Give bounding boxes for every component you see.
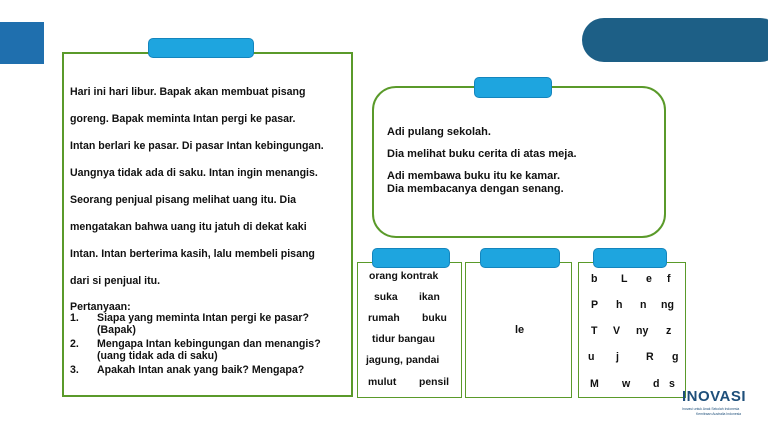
syllable-box-tag — [480, 248, 560, 268]
letter-item: ng — [661, 299, 674, 311]
syllable-item: le — [515, 324, 525, 336]
reading-line: Adi membawa buku itu ke kamar. — [387, 170, 561, 182]
story-line: Hari ini hari libur. Bapak akan membuat pisang — [70, 86, 306, 98]
title-bar-decoration — [582, 18, 768, 62]
letter-item: V — [613, 325, 621, 337]
story-line: dari si penjual itu. — [70, 275, 161, 287]
word-item: tidur bangau — [372, 334, 435, 345]
syllable-box — [465, 262, 572, 398]
story-line: Seorang penjual pisang melihat uang itu. Dia — [70, 194, 297, 206]
question-number: 2. — [70, 338, 79, 350]
reading-panel-tag — [474, 77, 552, 98]
letter-item: n — [640, 299, 647, 311]
questions-title: Pertanyaan: — [70, 301, 131, 313]
word-item: rumah — [368, 313, 400, 324]
story-panel-tag — [148, 38, 254, 58]
story-line: Intan berlari ke pasar. Di pasar Intan kebingungan. — [70, 140, 324, 152]
letter-item: g — [672, 351, 679, 363]
letter-item: u — [588, 351, 595, 363]
letter-item: L — [621, 273, 628, 285]
words-box — [357, 262, 462, 398]
letter-item: ny — [636, 325, 649, 337]
letter-item: b — [591, 273, 598, 285]
reading-line: Dia melihat buku cerita di atas meja. — [387, 148, 577, 160]
story-panel — [62, 52, 353, 397]
logo-tagline: Inovasi untuk Anak Sekolah Indonesia — [682, 407, 740, 411]
question-number: 1. — [70, 312, 79, 324]
word-item: mulut — [368, 377, 397, 388]
question-text: Apakah Intan anak yang baik? Mengapa? — [97, 364, 305, 376]
letter-item: d — [653, 378, 660, 390]
letter-item: h — [616, 299, 623, 311]
word-item: ikan — [419, 292, 440, 303]
inovasi-logo — [682, 388, 764, 428]
word-item: jagung, pandai — [366, 355, 440, 366]
questions-list — [70, 313, 352, 380]
question-item — [70, 313, 352, 336]
letters-box — [578, 262, 686, 398]
words-box-tag — [372, 248, 450, 268]
word-item: buku — [422, 313, 447, 324]
letter-item: w — [622, 378, 631, 390]
word-item: pensil — [419, 377, 450, 388]
letter-item: s — [669, 378, 675, 390]
question-answer: (uang tidak ada di saku) — [97, 349, 218, 362]
story-line: goreng. Bapak meminta Intan pergi ke pasar. — [70, 113, 296, 125]
letter-item: P — [591, 299, 599, 311]
letter-item: R — [646, 351, 654, 363]
letter-item: M — [590, 378, 599, 390]
word-item: suka — [374, 292, 398, 303]
question-number: 3. — [70, 364, 79, 376]
letter-item: T — [591, 325, 598, 337]
question-text: Siapa yang meminta Intan pergi ke pasar? — [97, 312, 309, 324]
word-item: orang kontrak — [369, 271, 439, 282]
letter-item: e — [646, 273, 652, 285]
question-item — [70, 339, 352, 362]
letter-item: f — [667, 273, 671, 285]
question-answer: (Bapak) — [97, 323, 136, 336]
letters-box-tag — [593, 248, 667, 268]
reading-line: Dia membacanya dengan senang. — [387, 183, 564, 195]
letter-item: j — [616, 351, 619, 363]
question-item — [70, 365, 352, 377]
story-line: Intan. Intan berterima kasih, lalu membeli pisang — [70, 248, 315, 260]
logo-partner: Kemitraan Australia Indonesia — [696, 412, 742, 416]
letter-item: z — [666, 325, 672, 337]
story-line: Uangnya tidak ada di saku. Intan ingin menangis. — [70, 167, 318, 179]
reading-panel — [372, 86, 666, 238]
corner-square-decoration — [0, 22, 44, 64]
reading-line: Adi pulang sekolah. — [387, 126, 491, 138]
logo-name: INOVASI — [682, 388, 747, 405]
story-line: mengatakan bahwa uang itu jatuh di dekat kaki — [70, 221, 307, 233]
question-text: Mengapa Intan kebingungan dan menangis? — [97, 338, 321, 350]
